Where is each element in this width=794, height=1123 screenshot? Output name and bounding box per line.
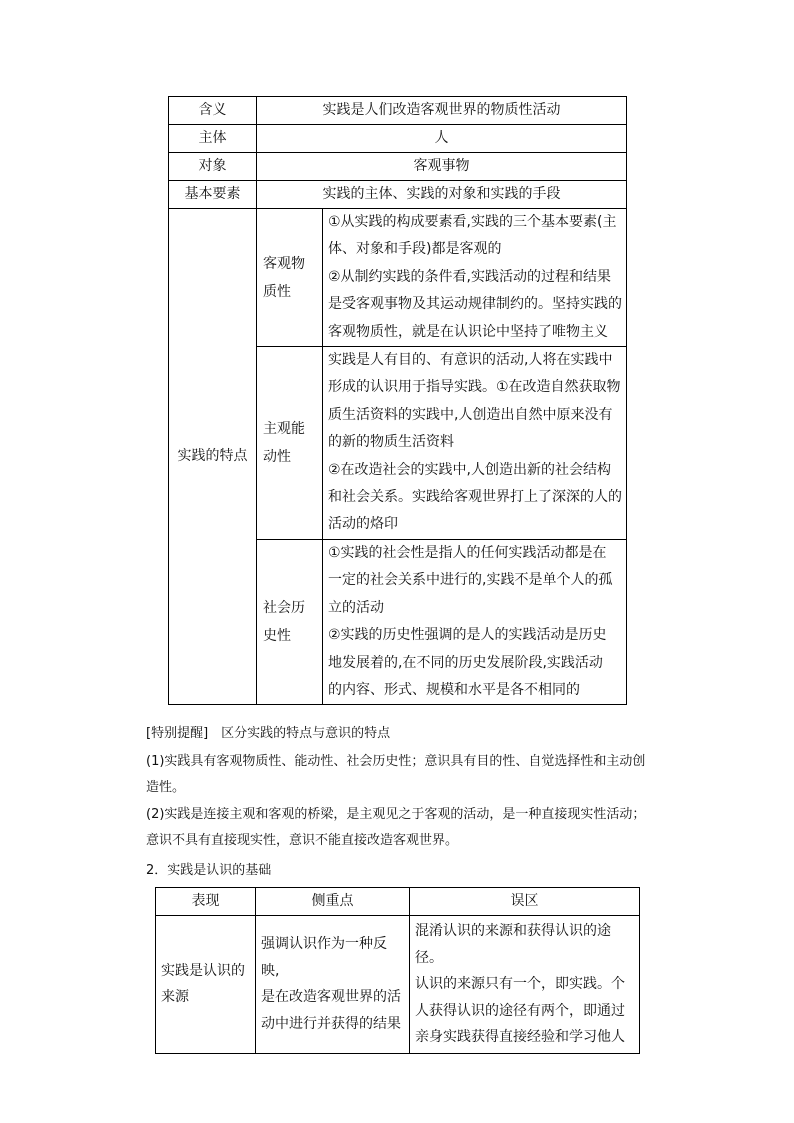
- row-value: 实践是人们改造客观世界的物质性活动: [257, 97, 627, 125]
- feature-description: 实践是人有目的、有意识的活动,人将在实践中 形成的认识用于指导实践。①在改造自然获取物 质生活资料的实践中,人创造出自然中原来没有 的新的物质生活资料 ②在改造社会的实践中,人创造出新的社会结构 和社会关系。实践给客观世界打上了深深的人的 活动的烙印: [323, 347, 627, 540]
- row-value: 实践的主体、实践的对象和实践的手段: [257, 181, 627, 209]
- table-row: [169, 209, 627, 347]
- row-value: 客观事物: [257, 153, 627, 181]
- table-row: [169, 125, 627, 153]
- table-row: [169, 181, 627, 209]
- row-label: 对象: [169, 153, 257, 181]
- feature-description: ①实践的社会性是指人的任何实践活动都是在 一定的社会关系中进行的,实践不是单个人的孤 立的活动 ②实践的历史性强调的是人的实践活动是历史 地发展着的,在不同的历史发展阶段,实践活动 的内容、形式、规模和水平是各不相同的: [323, 539, 627, 704]
- row-value: 人: [257, 125, 627, 153]
- table-row: [169, 153, 627, 181]
- note-paragraph-1: (1)实践具有客观物质性、能动性、社会历史性；意识具有目的性、自觉选择性和主动创 造性。: [146, 754, 646, 795]
- column-header: 误区: [410, 888, 640, 916]
- table-row: [169, 97, 627, 125]
- row-label: 含义: [169, 97, 257, 125]
- practice-basis-table: [155, 887, 640, 1054]
- row-label: 主体: [169, 125, 257, 153]
- features-label: 实践的特点: [169, 209, 257, 705]
- feature-description: ①从实践的构成要素看,实践的三个基本要素(主 体、对象和手段)都是客观的 ②从制约实践的条件看,实践活动的过程和结果 是受客观事物及其运动规律制约的。坚持实践的 客观物质性，就是在认识论中坚持了唯物主义: [323, 209, 627, 347]
- feature-name: 客观物 质性: [257, 209, 323, 347]
- feature-name: 社会历 史性: [257, 539, 323, 704]
- practice-overview-table: [168, 96, 627, 705]
- cell-misconception: 混淆认识的来源和获得认识的途径。 认识的来源只有一个，即实践。个 人获得认识的途径有两个，即通过 亲身实践获得直接经验和学习他人: [410, 916, 640, 1054]
- row-label: 基本要素: [169, 181, 257, 209]
- feature-name: 主观能 动性: [257, 347, 323, 540]
- table-header-row: [156, 888, 640, 916]
- note-title: [特别提醒] 区分实践的特点与意识的特点: [146, 726, 391, 741]
- column-header: 表现: [156, 888, 256, 916]
- table-row: [156, 916, 640, 1054]
- cell-manifestation: 实践是认识的 来源: [156, 916, 256, 1054]
- cell-focus: 强调认识作为一种反映, 是在改造客观世界的活 动中进行并获得的结果: [256, 916, 410, 1054]
- section-heading: 2．实践是认识的基础: [146, 863, 272, 878]
- note-paragraph-2: (2)实践是连接主观和客观的桥梁，是主观见之于客观的活动，是一种直接现实性活动； 意识不具有直接现实性，意识不能直接改造客观世界。: [146, 807, 646, 848]
- column-header: 侧重点: [256, 888, 410, 916]
